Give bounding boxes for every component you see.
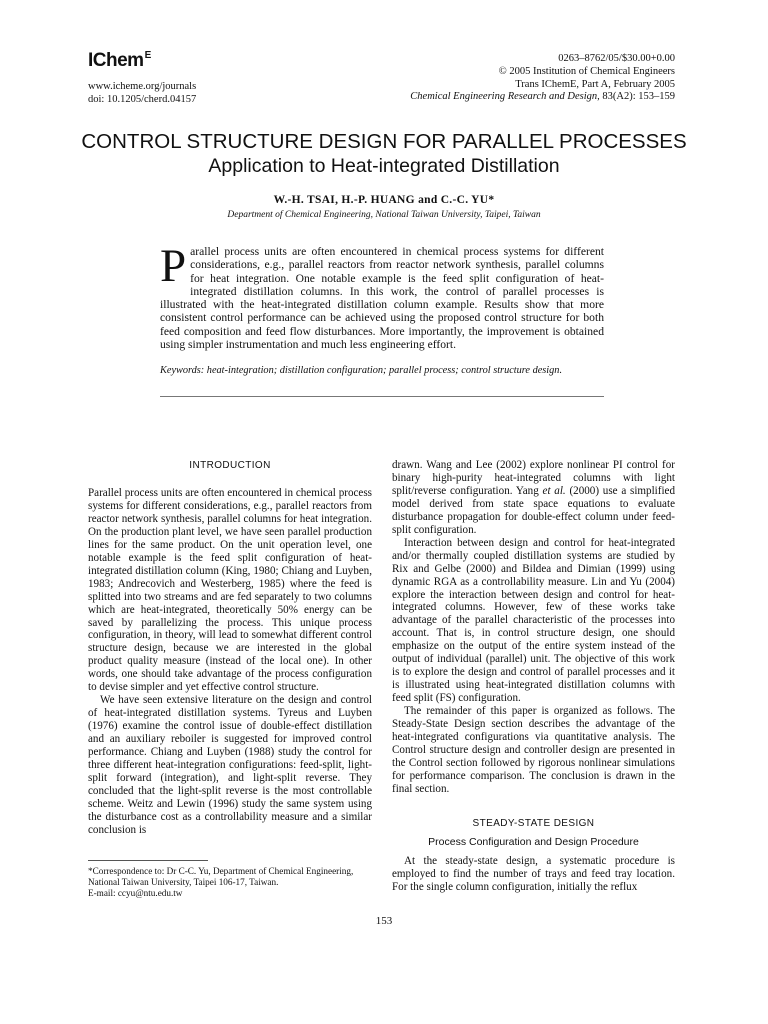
steady-state-body xyxy=(392,855,675,894)
journal-links xyxy=(88,80,196,106)
steady-state-paragraph: At the steady-state design, a systematic procedure is employed to find the number of trays and feed tray location. For the single column configuration, initially the reflux xyxy=(392,855,675,893)
title-subtitle: Application to Heat-integrated Distillation xyxy=(208,155,560,177)
journal-citation xyxy=(410,91,675,104)
title-main: CONTROL STRUCTURE DESIGN FOR PARALLEL PROCESSES xyxy=(81,130,687,153)
logo-text: IChem xyxy=(88,50,144,71)
affiliation: Department of Chemical Engineering, National Taiwan University, Taipei, Taiwan xyxy=(227,210,541,220)
keywords: Keywords: heat-integration; distillation configuration; parallel process; control structure design. xyxy=(160,365,563,376)
abstract-dropcap: P xyxy=(160,240,187,292)
right-column-body xyxy=(392,459,675,796)
right-paragraph-1-start: drawn. Wang and Lee (2002) explore nonlinear PI control for binary high-purity heat-integrated columns with light split/reverse configuration. Yang xyxy=(392,459,675,497)
right-paragraph-1 xyxy=(392,459,675,537)
subsection-heading: Process Configuration and Design Procedure xyxy=(428,836,639,848)
et-al: et al. xyxy=(542,484,566,497)
journal-url: www.icheme.org/journals xyxy=(88,81,197,92)
volume-pages: 83(A2): 153–159 xyxy=(599,91,675,103)
paper-title xyxy=(0,130,768,178)
authors: W.-H. TSAI, H.-P. HUANG and C.-C. YU* xyxy=(273,194,495,206)
right-paragraph-2: Interaction between design and control for heat-integrated and/or thermally coupled distillation systems are studied by Rix and Gelbe (2000) and Bildea and Dimian (1999) using dynamic RGA as a controllability measure. Lin and Yu (2004) explore the interaction between design and control for heat-integrated columns. However, few of these works take advantage of the parallel characteristic of the processes into account. That is, in control structure design, one should emphasize on the output of the entire system instead of the output of individual (parallel) unit. The objective of this work is to explore the design and control of parallel processes and it is illustrated using heat-integrated distillation columns with feed split (FS) configuration. xyxy=(392,536,675,705)
abstract-divider xyxy=(160,396,604,397)
footnote-divider xyxy=(88,860,208,861)
doi: doi: 10.1205/cherd.04157 xyxy=(88,94,197,105)
logo-superscript: E xyxy=(144,50,151,61)
issn-price: 0263–8762/05/$30.00+0.00 xyxy=(558,53,675,64)
right-paragraph-3: The remainder of this paper is organized as follows. The Steady-State Design section describes the advantage of the heat-integrated configurations via quantitative analysis. The Control structure design and controller design are presented in the Control section followed by rigorous nonlinear simulations for performance comparison. The conclusion is drawn in the final section. xyxy=(392,705,675,795)
footnote-address: *Correspondence to: Dr C-C. Yu, Department of Chemical Engineering, National Taiwan University, Taipei 106-17, Taiwan. xyxy=(88,866,354,888)
correspondence-footnote xyxy=(88,866,378,900)
section-heading-steady-state: STEADY-STATE DESIGN xyxy=(472,818,595,829)
intro-paragraph-2: We have seen extensive literature on the design and control of heat-integrated distillation systems. Tyreus and Luyben (1976) examine the control issue of double-effect distillation and an auxiliary reboiler is suggested for improved control performance. Chiang and Luyben (1988) study the control for three different heat-integration configurations: feed-split, light-split forward (integration), and light-split reverse. They concluded that the light-split reverse is the most controllable scheme. Weitz and Lewin (1996) study the same system using the disturbance cost as a controllability measure and a similar conclusion is xyxy=(88,694,372,836)
journal-issue: Trans IChemE, Part A, February 2005 xyxy=(515,78,675,90)
copyright: © 2005 Institution of Chemical Engineers xyxy=(498,65,675,77)
abstract xyxy=(160,240,604,352)
section-heading-introduction: INTRODUCTION xyxy=(189,460,271,471)
intro-paragraph-1: Parallel process units are often encountered in chemical process systems for different considerations, e.g., parallel reactors from reactor network synthesis, parallel columns for heat integration. On the production plant level, we have seen parallel production lines for the same product. On the unit operation level, one notable example is the feed split configuration of heat-integrated distillation column (King, 1980; Chiang and Luyben, 1983; Andrecovich and Westerberg, 1985) where the feed is splitted into two streams and are fed separately to two columns which are heat-integrated, theoretically 50% energy can be saved by parallelizing the process. This unique process configuration, in theory, will lead to somewhat different control structure design, because we are interested in the global product quality measure (instead of the local one). In other words, one should take advantage of the process configuration to devise simpler and yet effective control structure. xyxy=(88,487,372,694)
icheme-logo xyxy=(88,50,151,72)
footnote-email: E-mail: ccyu@ntu.edu.tw xyxy=(88,888,183,899)
abstract-text: arallel process units are often encountered in chemical process systems for different considerations, e.g., parallel reactors from reactor network synthesis, parallel columns for heat integration. One notable example is the feed split configuration of heat-integrated distillation columns. In this work, the control of parallel processes is illustrated with the heat-integrated distillation column example. Results show that more consistent control performance can be achieved using the proposed control structure for both feed composition and feed flow disturbances. More importantly, the improvement is obtained using simpler instrumentation and much less engineering effort. xyxy=(160,245,604,352)
page-number: 153 xyxy=(375,915,393,927)
left-column-body xyxy=(88,487,372,837)
journal-name: Chemical Engineering Research and Design, xyxy=(410,91,600,103)
right-paragraph-1-end: (2000) use a simplified model derived from state space equations to evaluate disturbance propagation for double-effect column under feed-split configuration. xyxy=(392,484,675,536)
journal-info xyxy=(410,53,675,104)
